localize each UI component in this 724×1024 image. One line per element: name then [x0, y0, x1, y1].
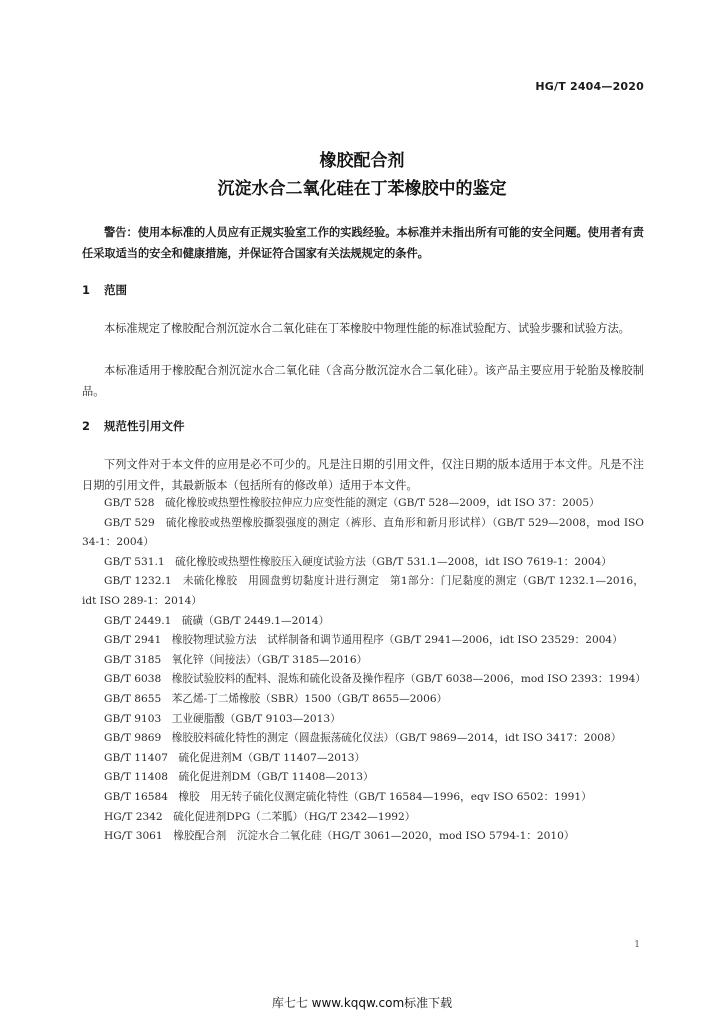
reference-item: GB/T 6038 橡胶试验胶料的配料、混炼和硫化设备及操作程序（GB/T 6038—2006，mod ISO 2393：1994）: [104, 673, 646, 686]
scope-paragraph-2: 本标准适用于橡胶配合剂沉淀水合二氧化硅（含高分散沉淀水合二氧化硅）。该产品主要应用于轮胎及橡胶制品。: [82, 364, 644, 398]
page-number: 1: [634, 940, 640, 950]
section-1-number: 1: [82, 283, 91, 297]
title-line-1: 橡胶配合剂: [319, 151, 405, 171]
standard-code: HG/T 2404—2020: [535, 80, 644, 93]
reference-item: GB/T 16584 橡胶 用无转子硫化仪测定硫化特性（GB/T 16584—1996，eqv ISO 6502：1991）: [104, 790, 592, 803]
reference-item: GB/T 8655 苯乙烯-丁二烯橡胶（SBR）1500（GB/T 8655—2006）: [104, 692, 448, 705]
section-2-title: 规范性引用文件: [104, 419, 185, 433]
section-2-number: 2: [82, 419, 91, 433]
references-intro: 下列文件对于本文件的应用是必不可少的。凡是注日期的引用文件，仅注日期的版本适用于本文件。凡是不注日期的引用文件，其最新版本（包括所有的修改单）适用于本文件。: [82, 458, 644, 492]
section-2-heading: [82, 418, 185, 434]
reference-item: GB/T 11408 硫化促进剂DM（GB/T 11408—2013）: [104, 771, 374, 784]
reference-item: GB/T 528 硫化橡胶或热塑性橡胶拉伸应力应变性能的测定（GB/T 528—2009，idt ISO 37：2005）: [104, 497, 600, 509]
reference-item: HG/T 3061 橡胶配合剂 沉淀水合二氧化硅（HG/T 3061—2020，mod ISO 5794-1：2010）: [104, 830, 575, 843]
reference-item: HG/T 2342 硫化促进剂DPG（二苯胍）（HG/T 2342—1992）: [104, 810, 416, 823]
reference-item: GB/T 9103 工业硬脂酸（GB/T 9103—2013）: [104, 712, 341, 725]
reference-item: GB/T 1232.1 未硫化橡胶 用圆盘剪切黏度计进行测定 第1部分：门尼黏度的测定（GB/T 1232.1—2016，idt ISO 289-1：2014）: [82, 575, 644, 607]
download-footer[interactable]: 库七七 www.kqqw.com标准下载: [271, 996, 453, 1010]
safety-warning: 警告：使用本标准的人员应有正规实验室工作的实践经验。本标准并未指出所有可能的安全问题。使用者有责任采取适当的安全和健康措施，并保证符合国家有关法规规定的条件。: [82, 226, 644, 260]
reference-item: GB/T 3185 氧化锌（间接法）（GB/T 3185—2016）: [104, 653, 368, 666]
reference-item: GB/T 529 硫化橡胶或热塑橡胶撕裂强度的测定（裤形、直角形和新月形试样）（GB/T 529—2008，mod ISO 34-1：2004）: [82, 516, 644, 549]
title-line-2: 沉淀水合二氧化硅在丁苯橡胶中的鉴定: [217, 179, 507, 199]
section-1-title: 范围: [104, 283, 127, 297]
scope-paragraph-1: 本标准规定了橡胶配合剂沉淀水合二氧化硅在丁苯橡胶中物理性能的标准试验配方、试验步骤和试验方法。: [104, 322, 630, 335]
reference-item: GB/T 2449.1 硫磺（GB/T 2449.1—2014）: [104, 614, 330, 627]
section-1-heading: [82, 282, 127, 298]
references-list: [82, 494, 644, 847]
reference-item: GB/T 2941 橡胶物理试验方法 试样制备和调节通用程序（GB/T 2941—2006，idt ISO 23529：2004）: [104, 634, 623, 647]
reference-item: GB/T 9869 橡胶胶料硫化特性的测定（圆盘振荡硫化仪法）（GB/T 9869—2014，idt ISO 3417：2008）: [104, 732, 622, 745]
reference-item: GB/T 531.1 硫化橡胶或热塑性橡胶压入硬度试验方法（GB/T 531.1—2008，idt ISO 7619-1：2004）: [104, 555, 612, 568]
reference-item: GB/T 11407 硫化促进剂M（GB/T 11407—2013）: [104, 751, 366, 764]
